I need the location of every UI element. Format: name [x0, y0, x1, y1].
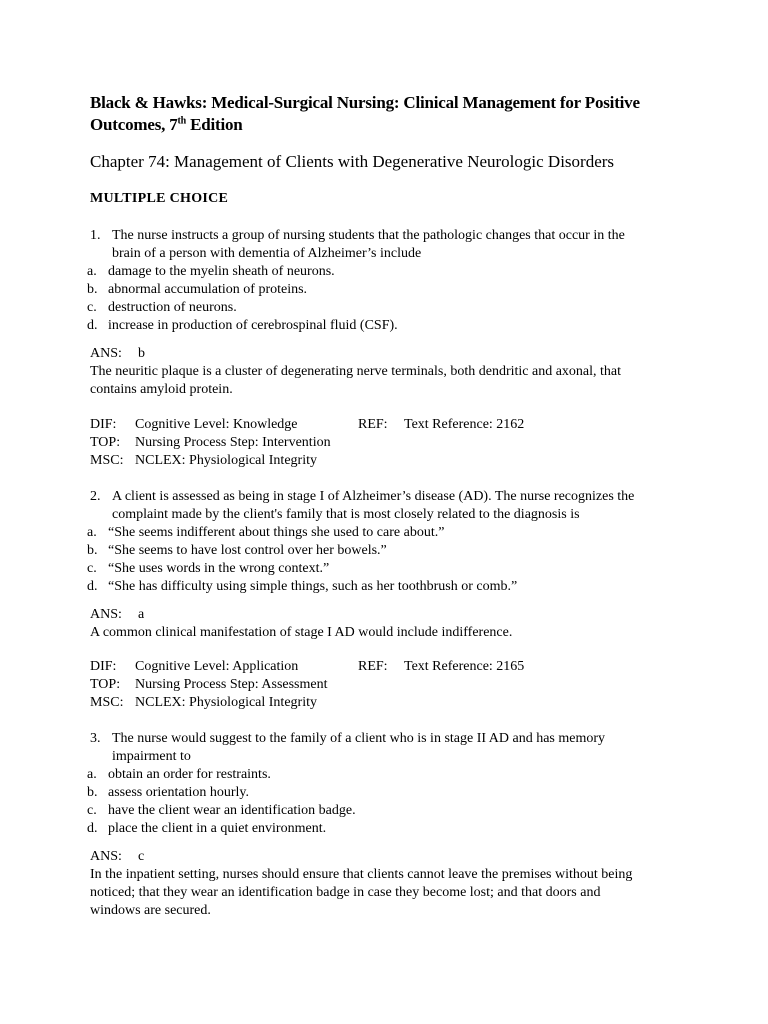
metadata-block-2 — [90, 658, 690, 712]
answer-option: c. destruction of neurons. — [87, 300, 237, 315]
answer-option: d. “She has difficulty using simple things, such as her toothbrush or comb.” — [87, 579, 518, 594]
question-number: 3. — [90, 731, 101, 746]
book-title — [90, 92, 690, 136]
question-1 — [87, 227, 690, 335]
chapter-heading: Chapter 74: Management of Clients with Degenerative Neurologic Disorders — [90, 152, 615, 171]
metadata-block-1 — [90, 416, 690, 470]
answer-option: b. “She seems to have lost control over her bowels.” — [87, 543, 387, 558]
answer-block-3 — [90, 848, 690, 920]
top-row: TOP: Nursing Process Step: Intervention — [90, 435, 331, 450]
answer-option: a. “She seems indifferent about things she used to care about.” — [87, 525, 445, 540]
answer-option: d. increase in production of cerebrospinal fluid (CSF). — [87, 318, 398, 333]
dif-ref-row: DIF: Cognitive Level: Application REF: Text Reference: 2165 — [90, 659, 525, 674]
question-stem: 1. The nurse instructs a group of nursing students that the pathologic changes that occur in the brain of a person with dementia of Alzheimer’s include — [90, 228, 625, 261]
question-stem: 2. A client is assessed as being in stage I of Alzheimer’s disease (AD). The nurse recognizes the complaint made by the client's family that is most closely related to the diagnosis is — [90, 489, 635, 522]
rationale: A common clinical manifestation of stage I AD would include indifference. — [90, 625, 513, 640]
question-number: 1. — [90, 228, 101, 243]
answer-option: b. abnormal accumulation of proteins. — [87, 282, 308, 297]
question-number: 2. — [90, 489, 101, 504]
section-heading: MULTIPLE CHOICE — [90, 191, 229, 206]
answer-option: c. “She uses words in the wrong context.” — [87, 561, 330, 576]
book-title-line2: Outcomes, 7th Edition — [90, 115, 243, 134]
edition-superscript: th — [177, 115, 187, 127]
msc-row: MSC: NCLEX: Physiological Integrity — [90, 453, 317, 468]
answer-option: a. obtain an order for restraints. — [87, 767, 271, 782]
answer-block-2 — [90, 606, 690, 642]
answer-option: b. assess orientation hourly. — [87, 785, 250, 800]
rationale: In the inpatient setting, nurses should ensure that clients cannot leave the premises without being noticed; that they wear an identification badge in case they become lost; and that doors and windows are secured. — [90, 867, 633, 918]
rationale: The neuritic plaque is a cluster of degenerating nerve terminals, both dendritic and axonal, that contains amyloid protein. — [90, 364, 622, 397]
answer-option: c. have the client wear an identification badge. — [87, 803, 356, 818]
answer-option: d. place the client in a quiet environment. — [87, 821, 327, 836]
question-2 — [87, 488, 690, 596]
top-row: TOP: Nursing Process Step: Assessment — [90, 677, 328, 692]
answer-key: ANS: b — [90, 346, 145, 361]
answer-block-1 — [90, 345, 690, 399]
answer-option: a. damage to the myelin sheath of neurons. — [87, 264, 335, 279]
question-3 — [87, 730, 690, 838]
book-title-line1: Black & Hawks: Medical-Surgical Nursing: Clinical Management for Positive — [90, 93, 640, 112]
answer-key: ANS: c — [90, 849, 145, 864]
question-stem: 3. The nurse would suggest to the family of a client who is in stage II AD and has memory impairment to — [90, 731, 606, 764]
answer-key: ANS: a — [90, 607, 145, 622]
dif-ref-row: DIF: Cognitive Level: Knowledge REF: Text Reference: 2162 — [90, 417, 525, 432]
msc-row: MSC: NCLEX: Physiological Integrity — [90, 695, 317, 710]
